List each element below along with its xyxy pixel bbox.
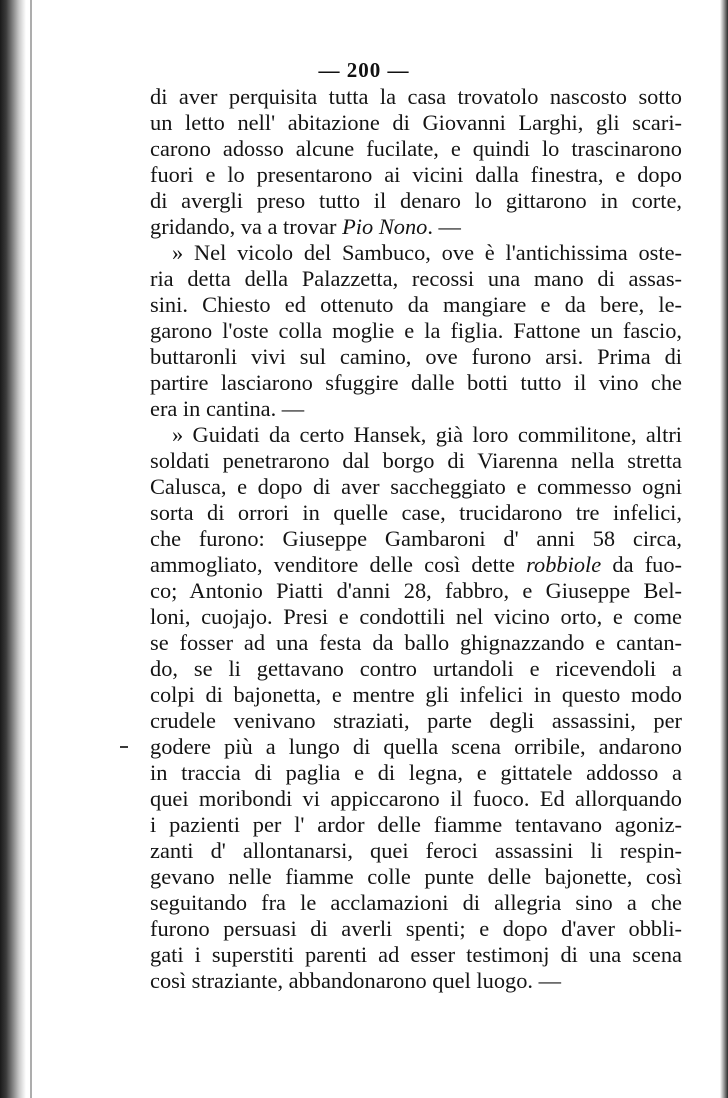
text-line <box>150 916 682 942</box>
text-line <box>150 552 682 578</box>
text-line <box>150 162 682 188</box>
text-line-content: gati i superstiti parenti ad esser testimonj di una scena <box>150 942 682 967</box>
text-line <box>150 734 682 760</box>
text-line-content: in traccia di paglia e di legna, e gittatele addosso a <box>150 760 682 785</box>
italic-term: Pio Nono <box>342 214 428 239</box>
text-line <box>150 396 682 422</box>
text-line-content: da fuo- <box>601 552 682 577</box>
text-line-content: seguitando fra le acclamazioni di allegria sino a che <box>150 890 682 915</box>
text-line <box>150 968 682 994</box>
text-line-content: che furono: Giuseppe Gambaroni d' anni 58 circa, <box>150 526 682 551</box>
text-line <box>150 240 682 266</box>
text-line-content: furono persuasi di averli spenti; e dopo d'aver obbli- <box>150 916 682 941</box>
text-line <box>150 188 682 214</box>
text-line-content: di avergli preso tutto il denaro lo gittarono in corte, <box>150 188 682 213</box>
page-number: — 200 — <box>318 58 410 82</box>
text-line <box>150 318 682 344</box>
text-line <box>150 760 682 786</box>
text-line <box>150 942 682 968</box>
margin-mark <box>120 746 128 748</box>
text-line <box>150 708 682 734</box>
text-line-content: zanti d' allontanarsi, quei feroci assassini li respin- <box>150 838 682 863</box>
text-line <box>150 786 682 812</box>
text-line-content: » Guidati da certo Hansek, già loro commilitone, altri <box>172 422 682 447</box>
text-line-content: gevano nelle fiamme colle punte delle bajonette, così <box>150 864 682 889</box>
text-line-content: buttaronli vivi sul camino, ove furono arsi. Prima di <box>150 344 682 369</box>
binding-edge-line <box>30 0 32 1098</box>
text-line <box>150 474 682 500</box>
book-binding-shadow <box>0 0 26 1098</box>
text-line <box>150 656 682 682</box>
text-line-content: soldati penetrarono dal borgo di Viarenna nella stretta <box>150 448 682 473</box>
text-line <box>150 526 682 552</box>
text-line-content: colpi di bajonetta, e mentre gli infelici in questo modo <box>150 682 682 707</box>
text-line-content: garono l'oste colla moglie e la figlia. Fattone un fascio, <box>150 318 682 343</box>
text-line <box>150 344 682 370</box>
body-text <box>150 84 682 994</box>
text-line <box>150 604 682 630</box>
italic-term: robbiole <box>526 552 602 577</box>
text-line-content: i pazienti per l' ardor delle fiamme tentavano agoniz- <box>150 812 682 837</box>
text-line-content: sorta di orrori in quelle case, trucidarono tre infelici, <box>150 500 682 525</box>
text-line <box>150 630 682 656</box>
text-line <box>150 812 682 838</box>
text-line-content: » Nel vicolo del Sambuco, ove è l'antichissima oste- <box>172 240 682 265</box>
text-line-content: crudele venivano straziati, parte degli assassini, per <box>150 708 682 733</box>
text-line <box>150 448 682 474</box>
text-line <box>150 500 682 526</box>
text-line-content: un letto nell' abitazione di Giovanni Larghi, gli scari- <box>150 110 682 135</box>
text-line <box>150 370 682 396</box>
text-line-content: gridando, va a trovar <box>150 214 343 239</box>
text-line-content: partire lasciarono sfuggire dalle botti tutto il vino che <box>150 370 682 395</box>
text-line <box>150 84 682 110</box>
text-line-content: godere più a lungo di quella scena orribile, andarono <box>150 734 682 759</box>
text-line <box>150 214 682 240</box>
text-line-content: era in cantina. — <box>150 396 305 421</box>
text-line-content: ria detta della Palazzetta, recossi una mano di assas- <box>150 266 682 291</box>
text-line-content: do, se li gettavano contro urtandoli e ricevendoli a <box>150 656 682 681</box>
text-line <box>150 838 682 864</box>
page-right-edge <box>720 0 728 1098</box>
text-line-content: carono adosso alcune fucilate, e quindi lo trascinarono <box>150 136 682 161</box>
text-line <box>150 864 682 890</box>
text-line-content: se fosser ad una festa da ballo ghignazzando e cantan- <box>150 630 682 655</box>
text-line-content: Calusca, e dopo di aver saccheggiato e commesso ogni <box>150 474 682 499</box>
text-line <box>150 682 682 708</box>
text-line <box>150 578 682 604</box>
text-line-content: quei moribondi vi appiccarono il fuoco. Ed allorquando <box>150 786 682 811</box>
text-line <box>150 136 682 162</box>
text-line-content: loni, cuojajo. Presi e condottili nel vicino orto, e come <box>150 604 682 629</box>
text-line-content: sini. Chiesto ed ottenuto da mangiare e da bere, le- <box>150 292 682 317</box>
text-line-content: ammogliato, venditore delle così dette <box>150 552 527 577</box>
text-line-content: di aver perquisita tutta la casa trovatolo nascosto sotto <box>150 84 682 109</box>
text-line <box>150 266 682 292</box>
text-line <box>150 110 682 136</box>
text-line-content: così straziante, abbandonarono quel luogo. — <box>150 968 562 993</box>
text-line-content: co; Antonio Piatti d'anni 28, fabbro, e Giuseppe Bel- <box>150 578 682 603</box>
text-line-content: . — <box>427 214 461 239</box>
text-line-content: fuori e lo presentarono ai vicini dalla finestra, e dopo <box>150 162 682 187</box>
text-line <box>150 890 682 916</box>
text-line <box>150 422 682 448</box>
text-line <box>150 292 682 318</box>
